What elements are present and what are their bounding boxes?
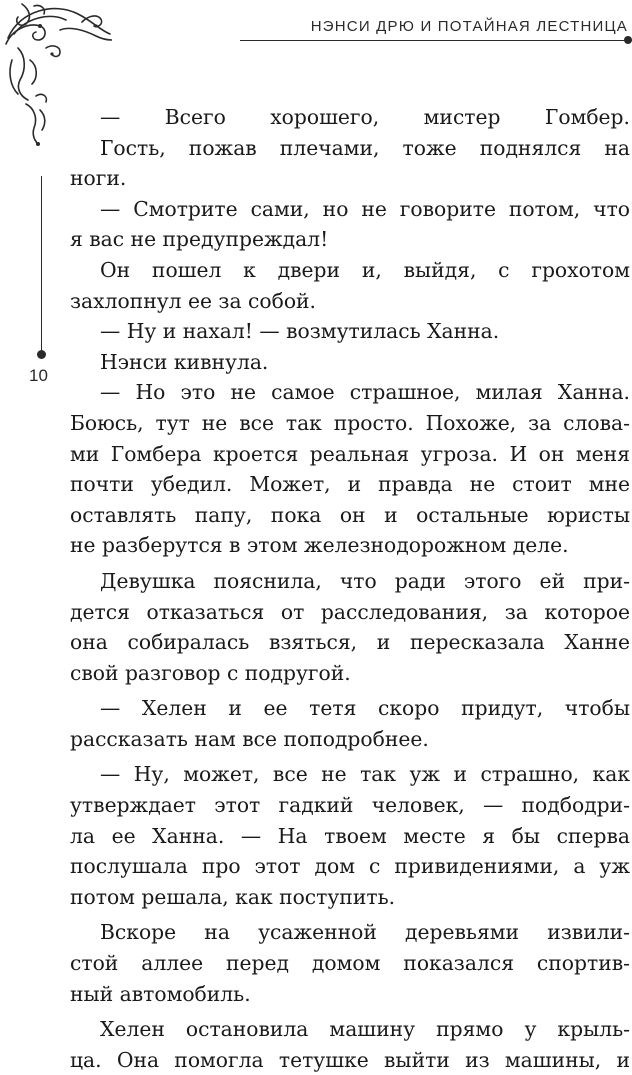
header-rule bbox=[240, 40, 632, 41]
text-line: ноги. bbox=[70, 166, 127, 191]
text-line: оставлять папу, пока он и остальные юристы bbox=[70, 502, 630, 527]
text-line: свой разговор с подругой. bbox=[70, 660, 351, 685]
text-line: она собиралась взяться, и пересказала Ханне bbox=[70, 630, 630, 655]
text-line: — Хелен и ее тетя скоро придут, чтобы bbox=[100, 696, 630, 721]
text-line: ца. Она помогла тетушке выйти из машины, и bbox=[70, 1047, 630, 1072]
text-line: Гость, пожав плечами, тоже поднялся на bbox=[100, 135, 630, 160]
running-head-title: НЭНСИ ДРЮ И ПОТАЙНАЯ ЛЕСТНИЦА bbox=[310, 18, 628, 35]
text-line: Хелен остановила машину прямо у крыль- bbox=[100, 1017, 630, 1042]
text-line: — Смотрите сами, но не говорите потом, что bbox=[100, 196, 630, 221]
text-line: не разберутся в этом железнодорожном деле. bbox=[70, 533, 569, 558]
text-line: Девушка пояснила, что ради этого ей при- bbox=[100, 568, 630, 593]
page-number: 10 bbox=[29, 366, 48, 385]
text-line: — Но это не самое страшное, милая Ханна. bbox=[100, 380, 630, 405]
text-line: дется отказаться от расследования, за которое bbox=[70, 599, 630, 624]
body-text bbox=[70, 102, 630, 1075]
text-line: Нэнси кивнула. bbox=[100, 349, 269, 374]
text-line: — Ну и нахал! — возмутилась Ханна. bbox=[100, 319, 500, 344]
text-line: почти убедил. Может, и правда не стоит мне bbox=[70, 472, 630, 497]
text-line: рассказать нам все поподробнее. bbox=[70, 726, 429, 751]
text-line: Вскоре на усаженной деревьями извили- bbox=[100, 920, 630, 945]
text-line: — Ну, может, все не так уж и страшно, как bbox=[100, 762, 630, 787]
margin-rule-end-dot bbox=[37, 350, 46, 359]
text-line: Боюсь, тут не все так просто. Похоже, за слова- bbox=[70, 410, 630, 435]
margin-rule bbox=[41, 176, 42, 354]
text-line: потом решала, как поступить. bbox=[70, 884, 396, 909]
text-line: утверждает этот гадкий человек, — подбодри- bbox=[70, 793, 630, 818]
text-line: ный автомобиль. bbox=[70, 981, 251, 1006]
text-line: я вас не предупреждал! bbox=[70, 227, 329, 252]
text-line: послушала про этот дом с привидениями, а уж bbox=[70, 854, 630, 879]
text-line: стой аллее перед домом показался спортив- bbox=[70, 951, 630, 976]
header-rule-end-dot bbox=[624, 36, 632, 44]
text-line: ла ее Ханна. — На твоем месте я бы сперва bbox=[70, 823, 630, 848]
text-line: Он пошел к двери и, выйдя, с грохотом bbox=[100, 257, 630, 282]
text-line: — Всего хорошего, мистер Гомбер. bbox=[100, 105, 630, 129]
text-line: захлопнул ее за собой. bbox=[70, 288, 316, 313]
text-line: ми Гомбера кроется реальная угроза. И он меня bbox=[70, 441, 630, 466]
